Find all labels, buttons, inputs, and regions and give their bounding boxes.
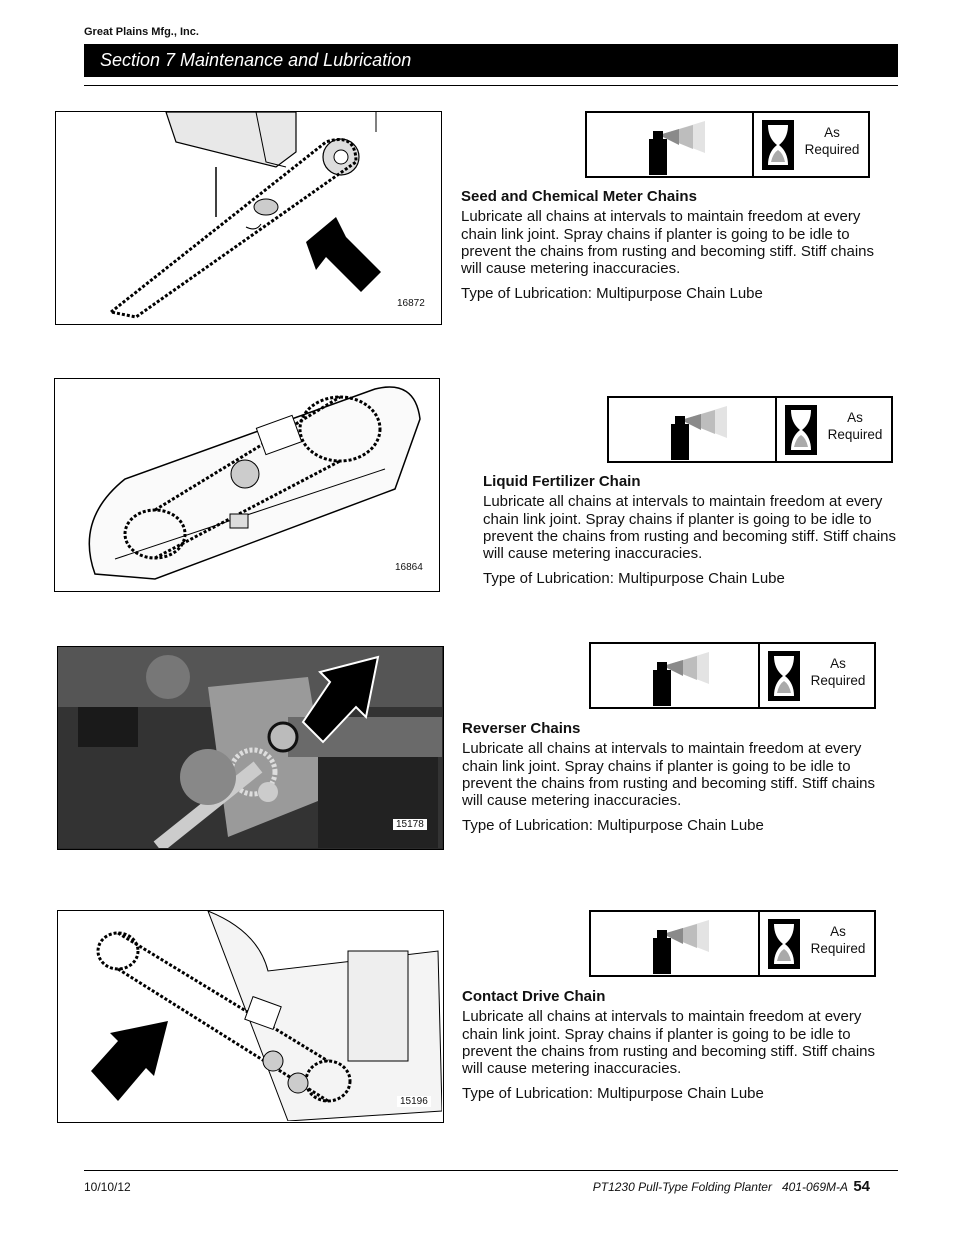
lube-interval-box — [589, 642, 876, 709]
chain-drawing — [55, 379, 438, 590]
footer-doc-title: PT1230 Pull-Type Folding Planter 401-069M-A — [592, 1180, 848, 1194]
figure-seed-chemical-meter-chains — [55, 111, 442, 325]
figure-number: 16864 — [392, 562, 426, 573]
interval-text — [823, 409, 887, 443]
lube-interval-box — [589, 910, 876, 977]
page-number: 54 — [853, 1178, 870, 1195]
chain-drawing — [58, 911, 442, 1121]
footer-divider — [84, 1170, 898, 1171]
company-name: Great Plains Mfg., Inc. — [84, 26, 199, 38]
interval-line2: Required — [827, 427, 883, 442]
hourglass-icon — [785, 405, 817, 455]
lube-type: Type of Lubrication: Multipurpose Chain Lube — [483, 570, 785, 588]
interval-line1: As — [830, 656, 846, 671]
section-title-bar — [84, 44, 898, 77]
interval-line1: As — [847, 410, 863, 425]
spray-lube-panel — [591, 644, 760, 707]
interval-line2: Required — [804, 142, 860, 157]
spray-can-icon — [667, 402, 737, 460]
lube-interval-box — [607, 396, 893, 463]
entry-body: Lubricate all chains at intervals to maintain freedom at every chain link joint. Spray chains if planter is going to be idle to prevent the chains from rusting and becoming stiff. Stiff chains will cause metering inaccuracies. — [462, 1008, 875, 1078]
lube-type: Type of Lubrication: Multipurpose Chain Lube — [462, 1085, 764, 1103]
hourglass-icon — [768, 919, 800, 969]
spray-lube-panel — [587, 113, 754, 176]
figure-number: 15178 — [393, 819, 427, 830]
entry-title: Contact Drive Chain — [462, 988, 606, 1005]
chain-photo — [58, 647, 442, 848]
entry-text — [461, 188, 876, 303]
entry-title: Liquid Fertilizer Chain — [483, 473, 641, 490]
interval-panel — [760, 912, 874, 975]
entry-title: Reverser Chains — [462, 720, 581, 737]
hourglass-icon — [762, 120, 794, 170]
header-divider — [84, 85, 898, 86]
figure-number: 15196 — [397, 1096, 431, 1107]
lube-interval-box — [585, 111, 870, 178]
spray-can-icon — [649, 648, 719, 706]
entry-title: Seed and Chemical Meter Chains — [461, 188, 697, 205]
interval-line1: As — [830, 924, 846, 939]
footer-date: 10/10/12 — [84, 1180, 131, 1194]
interval-panel — [760, 644, 874, 707]
spray-can-icon — [645, 117, 715, 175]
entry-text — [483, 473, 898, 588]
entry-body: Lubricate all chains at intervals to maintain freedom at every chain link joint. Spray chains if planter is going to be idle to prevent the chains from rusting and becoming stiff. Stiff chains will cause metering inaccuracies. — [461, 208, 874, 278]
figure-liquid-fertilizer-chain — [54, 378, 440, 592]
figure-contact-drive-chain — [57, 910, 444, 1123]
lube-type: Type of Lubrication: Multipurpose Chain Lube — [461, 285, 763, 303]
entry-text — [462, 720, 877, 835]
interval-text — [806, 655, 870, 689]
spray-lube-panel — [591, 912, 760, 975]
interval-text — [806, 923, 870, 957]
interval-line2: Required — [810, 941, 866, 956]
section-title: Section 7 Maintenance and Lubrication — [100, 50, 412, 70]
spray-lube-panel — [609, 398, 777, 461]
lube-type: Type of Lubrication: Multipurpose Chain Lube — [462, 817, 764, 835]
interval-text — [800, 124, 864, 158]
interval-line2: Required — [810, 673, 866, 688]
interval-panel — [777, 398, 891, 461]
hourglass-icon — [768, 651, 800, 701]
interval-line1: As — [824, 125, 840, 140]
chain-drawing — [56, 112, 440, 323]
spray-can-icon — [649, 916, 719, 974]
entry-body: Lubricate all chains at intervals to maintain freedom at every chain link joint. Spray chains if planter is going to be idle to prevent the chains from rusting and becoming stiff. Stiff chains will cause metering inaccuracies. — [483, 493, 896, 563]
entry-body: Lubricate all chains at intervals to maintain freedom at every chain link joint. Spray chains if planter is going to be idle to prevent the chains from rusting and becoming stiff. Stiff chains will cause metering inaccuracies. — [462, 740, 875, 810]
figure-number: 16872 — [394, 298, 428, 309]
figure-reverser-chains — [57, 646, 444, 850]
entry-text — [462, 988, 877, 1103]
interval-panel — [754, 113, 868, 176]
